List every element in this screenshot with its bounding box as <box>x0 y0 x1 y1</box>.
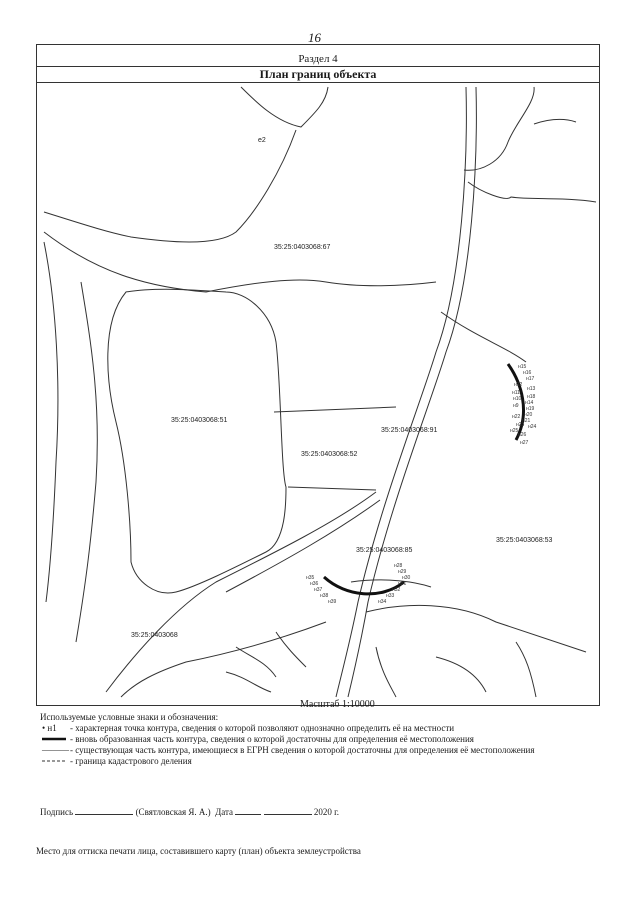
point-label: н16 <box>523 370 532 376</box>
parcel-outline <box>436 657 486 692</box>
parcel-outline <box>464 87 534 170</box>
parcel-outline <box>351 580 431 587</box>
point-label: н38 <box>320 593 329 599</box>
parcel-outline <box>44 130 296 242</box>
point-label: н31 <box>398 581 407 587</box>
legend-mark-point: • н1 <box>42 723 57 733</box>
point-label: н21 <box>522 418 531 424</box>
point-label: н19 <box>526 406 535 412</box>
parcel-outline <box>274 407 396 490</box>
point-label: н28 <box>394 563 403 569</box>
boundary-map <box>36 82 598 702</box>
point-label: н36 <box>310 581 319 587</box>
point-label: н25 <box>510 428 519 434</box>
point-label: н32 <box>392 587 401 593</box>
date-blank-day <box>235 806 261 815</box>
parcel-label: 35:25:0403068:91 <box>381 427 438 434</box>
parcel-outline <box>441 312 526 362</box>
legend-item <box>40 734 600 745</box>
legend-text: - вновь образованная часть контура, сведения о которой достаточны для определения её местоположения <box>70 734 474 744</box>
parcel-label: 35:25:0403068:52 <box>301 451 358 458</box>
road-line <box>336 87 466 697</box>
map-title: План границ объекта <box>36 66 600 83</box>
point-label: н11 <box>512 390 520 396</box>
legend-item <box>40 723 600 734</box>
point-label: н37 <box>314 587 323 593</box>
point-label: н34 <box>378 599 387 605</box>
legend-item <box>40 745 600 756</box>
stamp-note: Место для оттиска печати лица, составившего карту (план) объекта землеустройства <box>36 846 361 856</box>
point-label: н10 <box>513 396 522 402</box>
legend-text: - существующая часть контура, имеющиеся в ЕГРН сведения о которой достаточны для определения её местоположения <box>70 745 535 755</box>
legend-mark-cadastral <box>42 756 68 767</box>
parcel-outline <box>516 642 536 697</box>
signature-blank <box>75 806 133 815</box>
page-number: 16 <box>308 30 321 45</box>
parcel-outline <box>534 119 576 124</box>
point-label: н39 <box>328 599 337 605</box>
legend-mark-existing: ——— <box>42 745 69 755</box>
parcel-outline <box>366 605 586 652</box>
point-label: н27 <box>520 440 529 446</box>
legend-text: - характерная точка контура, сведения о которой позволяют однозначно определить её на местности <box>70 723 455 733</box>
legend-mark-new <box>42 734 68 745</box>
stream-line <box>236 647 276 677</box>
point-label: н26 <box>518 432 527 438</box>
small-mark: е2 <box>258 137 266 144</box>
parcel-outline <box>76 282 97 642</box>
point-label: н17 <box>526 376 535 382</box>
date-label: Дата <box>215 807 234 817</box>
point-label: н9 <box>513 403 519 409</box>
point-label: н14 <box>525 400 534 406</box>
parcel-outline <box>108 289 286 593</box>
parcel-outline <box>468 182 596 202</box>
point-label: н35 <box>306 575 315 581</box>
legend-heading: Используемые условные знаки и обозначения: <box>40 712 219 722</box>
date-blank-month <box>264 806 312 815</box>
legend-text: - граница кадастрового деления <box>70 756 192 766</box>
point-label: н20 <box>524 412 533 418</box>
parcel-outline <box>44 242 58 602</box>
point-label: н15 <box>518 364 527 370</box>
point-label: н23 <box>516 422 525 428</box>
road-left <box>226 500 380 592</box>
parcel-label: 35:25:0403068:67 <box>274 244 331 251</box>
parcel-label: 35:25:0403068:51 <box>171 417 228 424</box>
signature-line <box>40 806 339 817</box>
point-label: н18 <box>527 394 536 400</box>
signature-label: Подпись <box>40 807 74 817</box>
point-label: н33 <box>386 593 395 599</box>
point-label: н22 <box>512 414 521 420</box>
point-label: н30 <box>402 575 411 581</box>
parcel-label: 35:25:0403068:85 <box>356 547 413 554</box>
map-scale: Масштаб 1:10000 <box>300 699 375 710</box>
legend-item <box>40 756 600 767</box>
parcel-outline <box>376 647 396 697</box>
parcel-label: 35:25:0403068 <box>131 632 178 639</box>
parcel-label: 35:25:0403068:53 <box>496 537 553 544</box>
point-label: н29 <box>398 569 407 575</box>
road-left <box>106 492 376 692</box>
point-label: н24 <box>528 424 537 430</box>
date-year: 2020 г. <box>313 807 339 817</box>
signer-name: (Святловская Я. А.) <box>135 807 211 817</box>
section-heading: Раздел 4 <box>36 52 600 67</box>
stream-line <box>226 672 271 692</box>
point-label: н12 <box>514 382 523 388</box>
legend <box>40 712 600 767</box>
parcel-outline <box>44 232 436 292</box>
parcel-outline <box>241 87 328 127</box>
point-label: н13 <box>527 386 536 392</box>
